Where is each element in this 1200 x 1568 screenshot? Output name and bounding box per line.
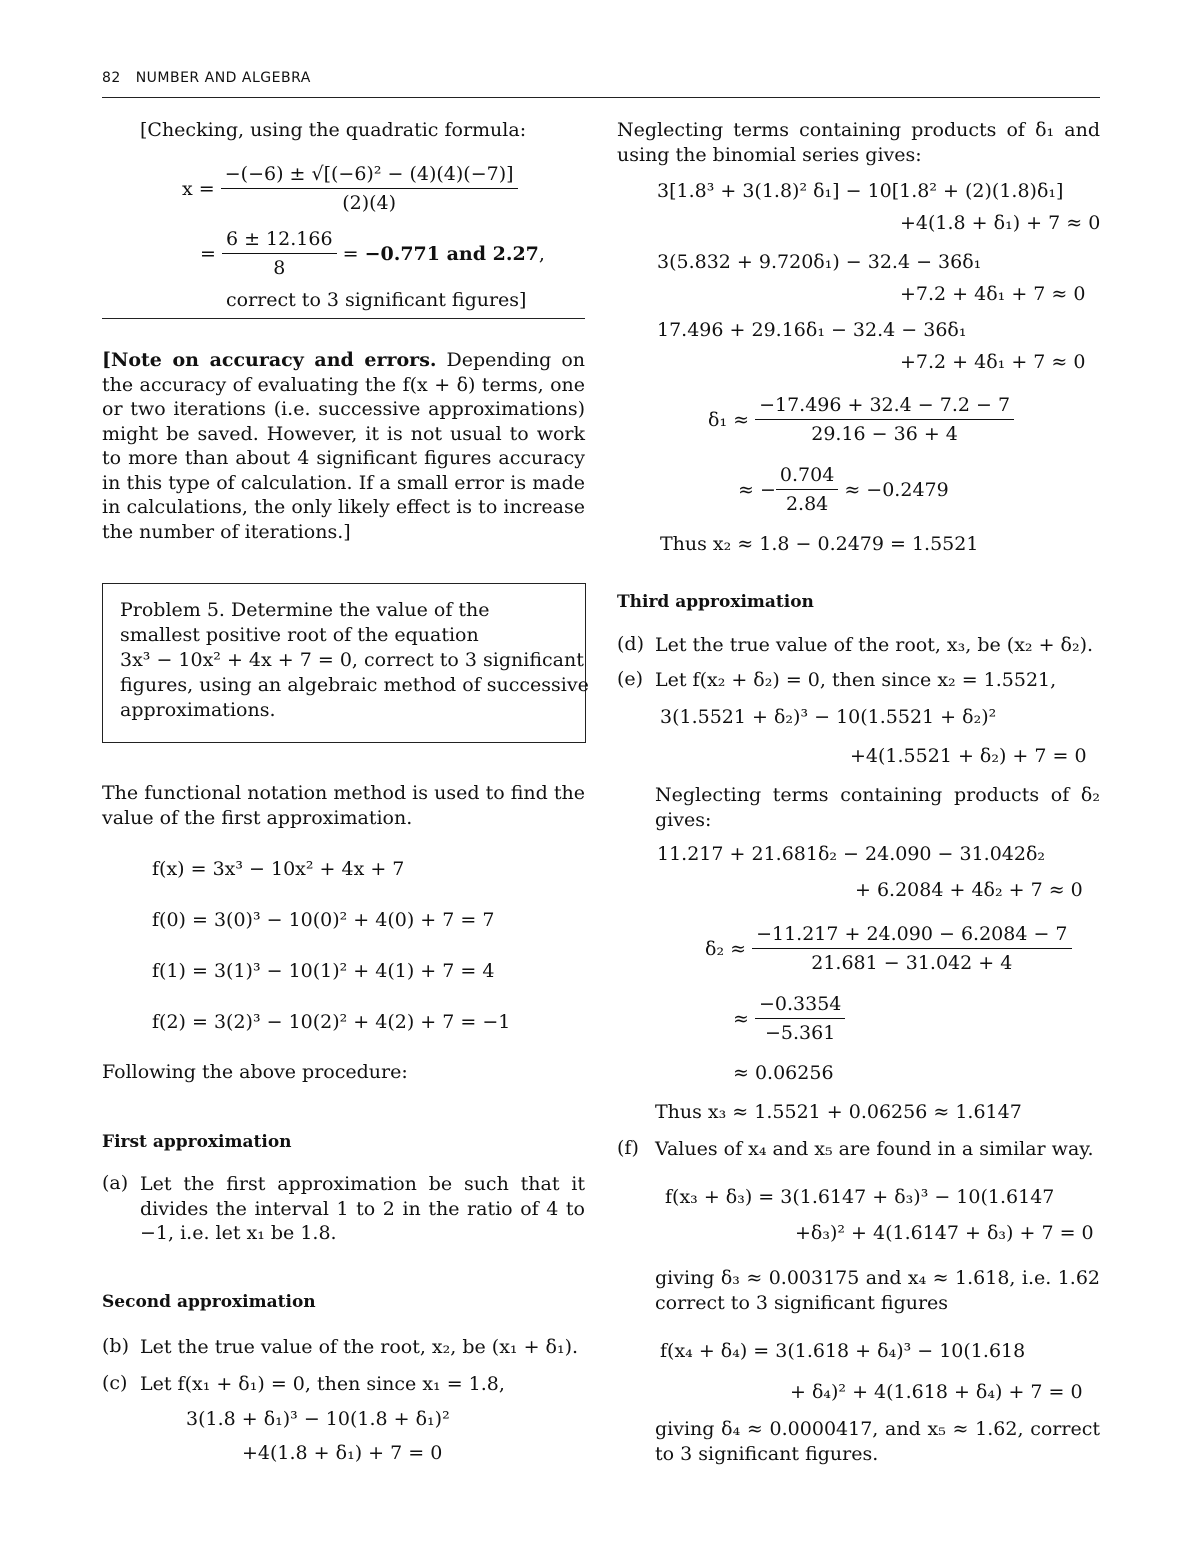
delta1-value: ≈ −0.2479 [844,478,949,501]
binomial-eq-1b: +4(1.8 + δ₁) + 7 ≈ 0 [900,212,1101,234]
equals-sign: = [200,242,216,265]
item-label-e: (e) [617,668,644,690]
item-label-d: (d) [617,633,644,655]
check-correct: correct to 3 significant figures] [226,289,527,311]
delta1-result [738,464,949,515]
section-title: NUMBER AND ALGEBRA [135,70,311,86]
f0-value: f(0) = 3(0)³ − 10(0)² + 4(0) + 7 = 7 [152,909,495,931]
functional-text: The functional notation method is used to find the value of the first approximation. [102,782,585,829]
delta1-calc [708,394,1014,445]
check-rule [102,318,585,319]
note-block [102,348,585,544]
first-approx-heading: First approximation [102,1132,292,1152]
delta1-label: δ₁ ≈ [708,408,750,431]
delta2-numerator: −11.217 + 24.090 − 6.2084 − 7 [752,923,1071,949]
c-equation-line2: +4(1.8 + δ₁) + 7 = 0 [242,1442,443,1464]
binomial-eq-1a: 3[1.8³ + 3(1.8)² δ₁] − 10[1.8² + (2)(1.8)δ₁] [657,180,1064,202]
binomial-eq-3a: 17.496 + 29.16δ₁ − 32.4 − 36δ₁ [657,319,967,341]
item-b-text: Let the true value of the root, x₂, be (x₁ + δ₁). [140,1336,579,1358]
second-approx-heading: Second approximation [102,1292,316,1312]
approx-sign: ≈ [733,1007,749,1030]
problem-line: smallest positive root of the equation [120,624,479,646]
formula-denominator: (2)(4) [342,192,397,214]
header-rule [102,97,1100,98]
delta2b-fraction [755,993,845,1044]
neglect-text-1: Neglecting terms containing products of δ₁ and using the binomial series gives: [617,119,1100,166]
formula-fraction [221,163,518,214]
delta2b-denominator: −5.361 [765,1022,836,1044]
functional-intro [102,781,585,830]
check-intro: [Checking, using the quadratic formula: [140,119,527,141]
problem-line: 3x³ − 10x² + 4x + 7 = 0, correct to 3 significant [120,649,584,671]
running-header [102,70,311,86]
delta2-step [733,993,845,1044]
thus-x2: Thus x₂ ≈ 1.8 − 0.2479 = 1.5521 [660,533,979,555]
delta2-fraction [752,923,1071,974]
f-equation-line2: +δ₃)² + 4(1.6147 + δ₃) + 7 = 0 [795,1222,1094,1244]
item-label-b: (b) [102,1335,129,1357]
binomial-eq-3b: +7.2 + 4δ₁ + 7 ≈ 0 [900,351,1086,373]
note-text: Depending on the accuracy of evaluating the f(x + δ) terms, one or two iterations (i.e. successive approximations) might be saved. However, it is not usual to work to more than about 4 significant figures accuracy in this type of calculation. If a small error is made in calculations, the only likely effect is to increase the number of iterations.] [102,349,586,543]
delta2-value: ≈ 0.06256 [733,1062,834,1084]
quadratic-step2 [200,228,545,279]
item-e-text: Let f(x₂ + δ₂) = 0, then since x₂ = 1.5521, [655,669,1057,691]
item-label-a: (a) [102,1172,129,1194]
giving-delta4: giving δ₄ ≈ 0.0000417, and x₅ ≈ 1.62, correct to 3 significant figures. [655,1418,1100,1465]
following-text: Following the above procedure: [102,1061,408,1083]
item-f-text: Values of x₄ and x₅ are found in a similar way. [655,1138,1094,1160]
item-d-text: Let the true value of the root, x₃, be (x₂ + δ₂). [655,634,1094,656]
binomial-eq-2a: 3(5.832 + 9.720δ₁) − 32.4 − 36δ₁ [657,251,982,273]
e-equation-line1: 3(1.5521 + δ₂)³ − 10(1.5521 + δ₂)² [660,706,997,728]
delta1b-numerator: 0.704 [776,464,838,490]
f1-value: f(1) = 3(1)³ − 10(1)² + 4(1) + 7 = 4 [152,960,495,982]
note-title: [Note on accuracy and errors. [102,349,437,371]
approx-minus: ≈ − [738,478,776,501]
delta2-calc [705,923,1072,974]
delta2-denominator: 21.681 − 31.042 + 4 [811,952,1013,974]
binomial-eq-2b: +7.2 + 4δ₁ + 7 ≈ 0 [900,283,1086,305]
item-label-f: (f) [617,1137,639,1159]
f-equation-line3: f(x₄ + δ₄) = 3(1.618 + δ₄)³ − 10(1.618 [660,1340,1026,1362]
problem-line: figures, using an algebraic method of successive [120,674,589,696]
delta1-fraction [755,394,1014,445]
third-approx-heading: Third approximation [617,592,814,612]
step2-denominator: 8 [273,257,286,279]
delta1b-denominator: 2.84 [785,493,829,515]
e-equation-line3: 11.217 + 21.681δ₂ − 24.090 − 31.042δ₂ [657,843,1046,865]
delta1b-fraction [776,464,838,515]
item-c-text: Let f(x₁ + δ₁) = 0, then since x₁ = 1.8, [140,1373,505,1395]
delta2b-numerator: −0.3354 [755,993,845,1019]
formula-numerator: −(−6) ± √[(−6)² − (4)(4)(−7)] [221,163,518,189]
neglect-text-2: Neglecting terms containing products of δ₂ gives: [655,784,1100,831]
giving-delta3: giving δ₃ ≈ 0.003175 and x₄ ≈ 1.618, i.e. 1.62 correct to 3 significant figures [655,1267,1100,1314]
problem-line: approximations. [120,699,276,721]
quadratic-result: −0.771 and 2.27 [364,242,539,265]
item-a-text: Let the first approximation be such that it divides the interval 1 to 2 in the ratio of 4 to −1, i.e. let x₁ be 1.8. [140,1173,585,1244]
e-equation-line4: + 6.2084 + 4δ₂ + 7 ≈ 0 [855,879,1083,901]
f-equation-line1: f(x₃ + δ₃) = 3(1.6147 + δ₃)³ − 10(1.6147 [665,1186,1055,1208]
delta1-denominator: 29.16 − 36 + 4 [811,423,958,445]
delta2-label: δ₂ ≈ [705,937,747,960]
quadratic-formula [182,163,518,214]
problem-text [120,598,589,723]
x-label: x = [182,177,215,200]
neglect-block-1 [617,118,1100,167]
step2-fraction [222,228,337,279]
c-equation-line1: 3(1.8 + δ₁)³ − 10(1.8 + δ₁)² [186,1408,450,1430]
e-equation-line2: +4(1.5521 + δ₂) + 7 = 0 [850,745,1087,767]
page-number: 82 [102,70,121,86]
item-label-c: (c) [102,1372,128,1394]
equals-sign: = [342,242,359,265]
problem-line: Problem 5. Determine the value of the [120,599,490,621]
step2-numerator: 6 ± 12.166 [222,228,337,254]
comma: , [538,242,545,265]
delta1-numerator: −17.496 + 32.4 − 7.2 − 7 [755,394,1014,420]
fx-definition: f(x) = 3x³ − 10x² + 4x + 7 [152,858,405,880]
thus-x3: Thus x₃ ≈ 1.5521 + 0.06256 ≈ 1.6147 [655,1101,1022,1123]
f-equation-line4: + δ₄)² + 4(1.618 + δ₄) + 7 = 0 [790,1381,1083,1403]
f2-value: f(2) = 3(2)³ − 10(2)² + 4(2) + 7 = −1 [152,1011,511,1033]
